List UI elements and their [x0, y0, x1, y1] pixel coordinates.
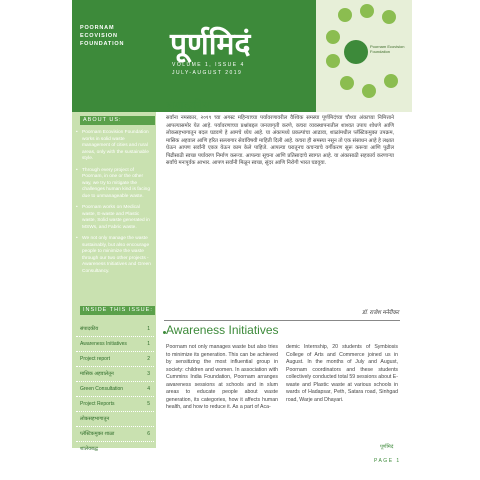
- issue-item[interactable]: [76, 427, 154, 442]
- issue-item[interactable]: [76, 382, 154, 397]
- editorial-paragraph: सर्वांना नमस्कार, २०१९ च्या अगस्ट महिन्याच्या पर्यावरणावरील वैश्विक समस्या पूर्णमिदंच्या चौथ्या अंकाच्या निमित्ताने आपल्यासमोर येत आहे. पर्यावरणाच्या प्रश्नांबद्दल जनजागृती करणे, कचरा व्यवस्थापनातील शाश्वत उपाय शोधणे आणि लोकसहभागातून बदल घडवणे हे आमचे ध्येय आहे. या अंकामध्ये प्रकल्पांचा आढावा, शाळांमधील प्लॅस्टिकमुक्त उपक्रम, मासिक अहवाल आणि हरित सल्लागार सेवांविषयी माहिती दिली आहे. कचरा ही समस्या नसून तो एक संसाधन आहे हे लक्षात घेऊन आपण सर्वांनी एकत्र येऊन काम केले पाहिजे. आपल्या घरातूनच कचऱ्याचे वर्गीकरण सुरू करूया आणि पुढील पिढीसाठी स्वच्छ पर्यावरण निर्माण करूया. आपल्या सूचना आणि प्रतिसादाचे स्वागत आहे. या अंकासाठी सहकार्य करणाऱ्या सर्वांचे मनःपूर्वक आभार. आपण सर्वांनी मिळून स्वच्छ, सुंदर आणि निरोगी भारत घडवूया.: [166, 115, 394, 166]
- recycle-icon: [360, 4, 374, 18]
- about-list: [76, 130, 152, 280]
- foundation-logo-icon: [344, 40, 368, 64]
- about-item: • Poornam works on Medical waste, E-waste and Plastic waste, Solid waste generated in MSWs, and Fabric waste.: [76, 205, 152, 231]
- issue-item[interactable]: [76, 337, 154, 352]
- editorial-title: संपादकीय: [166, 98, 210, 112]
- bin-icon: [326, 54, 340, 68]
- about-item: • Poornam Ecovision Foundation works in solid waste management of cities and rural areas, only with the sustainable style.: [76, 130, 152, 163]
- volume-label: VOLUME 1, ISSUE 4: [172, 62, 245, 68]
- awareness-col-2: demic Internship, 20 students of Symbiosis College of Arts and Commerce joined us in August. In the months of July and August, Poornam coordinators and these students collectively conducted total 59 sessions about E-waste and Plastic waste at various schools in wards of Hadapsar, Peth, Satara road, Sinhgad road, Warje and Dhayari.: [286, 344, 398, 403]
- tree-icon: [326, 30, 340, 44]
- section-divider: [164, 320, 400, 321]
- issue-item-label: मासिक अहवालेतून: [80, 371, 114, 377]
- issue-item-page: 1: [147, 341, 150, 347]
- issue-item-page: 3: [147, 371, 150, 377]
- plant-icon: [340, 76, 354, 90]
- issue-list: [76, 322, 154, 457]
- issue-item[interactable]: [76, 352, 154, 367]
- issue-item[interactable]: [76, 322, 154, 337]
- issue-item-label: प्लॅस्टिकमुक्त शाळा: [80, 431, 115, 437]
- date-label: JULY-AUGUST 2019: [172, 70, 243, 76]
- issue-heading: INSIDE THIS ISSUE:: [80, 306, 155, 315]
- about-heading: ABOUT US:: [80, 116, 155, 125]
- about-item: • We not only manage the waste sustainably, but also encourage people to minimize the waste through our two other projects - Awareness Initiatives and Green Consultancy.: [76, 236, 152, 275]
- issue-item-label: Project report: [80, 356, 111, 362]
- leaf-icon: [338, 8, 352, 22]
- page-number: PAGE 1: [374, 458, 401, 464]
- issue-item-page: 2: [147, 356, 150, 362]
- sun-icon: [362, 84, 376, 98]
- issue-item-page: 1: [147, 326, 150, 332]
- issue-item[interactable]: [76, 397, 154, 412]
- issue-item-page: 5: [147, 401, 150, 407]
- issue-item[interactable]: [76, 442, 154, 457]
- issue-item-label: लोकसहभागातून: [80, 416, 110, 422]
- editorial-signature: डॉ. राजेश मनेरीकर: [362, 310, 399, 316]
- issue-item-page: 4: [147, 386, 150, 392]
- issue-item[interactable]: [76, 367, 154, 382]
- issue-item-page: 6: [147, 431, 150, 437]
- issue-item[interactable]: [76, 412, 154, 427]
- newsletter-title: पूर्णमिदं: [170, 27, 251, 62]
- footer-title: पूर्णमिदं: [380, 444, 394, 450]
- awareness-col-1: Poornam not only manages waste but also tries to minimize its generation. This can be achieved by sensitizing the most influential group in society: children and women. In association with Cummins India Foundation, Poornam arranges awareness sessions at schools and in slum areas to educate people about waste generation, its categories, how it affects human health, and how to reduce it. As a part of Aca-: [166, 344, 278, 410]
- issue-item-label: Project Reports: [80, 401, 115, 407]
- drop-icon: [382, 10, 396, 24]
- about-item: • Through every project of Poornam, in one or the other way, we try to mitigate the challenges human kind is facing due to unmanageable waste.: [76, 168, 152, 201]
- logo-text: Poornam Ecovision Foundation: [370, 44, 405, 54]
- org-name: POORNAM ECOVISION FOUNDATION: [80, 25, 125, 47]
- issue-item-label: Awareness Initiatives: [80, 341, 127, 347]
- issue-item-label: Green Consultation: [80, 386, 124, 392]
- issue-item-label: शालेयबद्ध: [80, 446, 98, 452]
- awareness-title: Awareness Initiatives: [166, 323, 279, 337]
- globe-icon: [384, 74, 398, 88]
- issue-item-label: संपादकीय: [80, 326, 99, 332]
